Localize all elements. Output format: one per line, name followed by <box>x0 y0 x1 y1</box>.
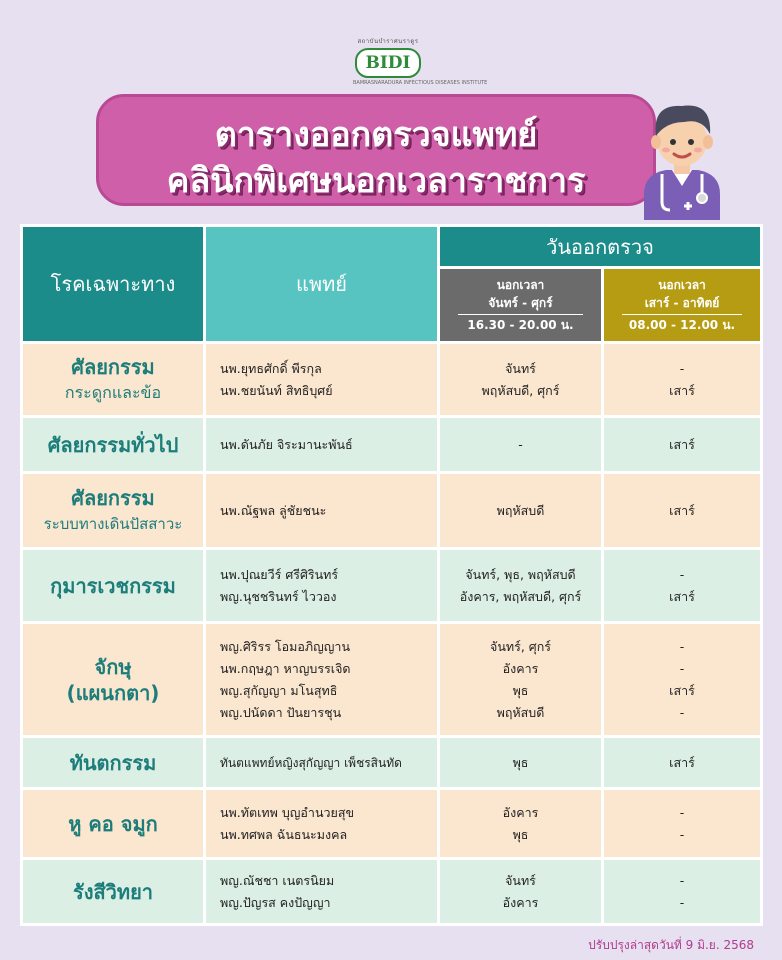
specialty-cell: ศัลยกรรม ระบบทางเดินปัสสาวะ <box>22 473 205 549</box>
logo-bottom-text: BAMRASNARADURA INFECTIOUS DISEASES INSTITUTE <box>353 80 488 86</box>
doctor-cell: นพ.ปุณยวีร์ ศรีศิรินทร์ พญ.นุชชรินทร์ ไววอง <box>205 549 439 623</box>
specialty-cell: กุมารเวชกรรม <box>22 549 205 623</box>
header-weekday-l2: จันทร์ - ศุกร์ <box>488 296 553 310</box>
doctor-cell: พญ.ณัชชา เนตรนิยม พญ.ปัญรส คงปัญญา <box>205 859 439 925</box>
doctor-cell: นพ.ดันภัย จิระมานะพันธ์ <box>205 417 439 473</box>
weekend-cell: เสาร์ <box>603 417 762 473</box>
header-weekday-time: 16.30 - 20.00 น. <box>458 314 583 334</box>
table-row <box>22 417 762 473</box>
header-weekend-l2: เสาร์ - อาทิตย์ <box>644 296 720 310</box>
bidi-logo <box>353 36 488 86</box>
logo-top-text: สถาบันบำราศนราดูร <box>357 38 419 45</box>
header-doctor: แพทย์ <box>205 226 439 343</box>
weekend-cell: เสาร์ <box>603 473 762 549</box>
specialty-cell: ศัลยกรรม กระดูกและข้อ <box>22 343 205 417</box>
weekend-cell: - เสาร์ <box>603 549 762 623</box>
table-row <box>22 549 762 623</box>
header-weekend-l1: นอกเวลา <box>658 278 706 292</box>
table-row <box>22 623 762 737</box>
weekend-cell: - เสาร์ <box>603 343 762 417</box>
title-line-1: ตารางออกตรวจแพทย์ <box>214 115 538 155</box>
header-weekday <box>439 268 603 343</box>
table-row <box>22 737 762 789</box>
weekday-cell: จันทร์, พุธ, พฤหัสบดี อังคาร, พฤหัสบดี, ศุกร์ <box>439 549 603 623</box>
weekend-cell: - - เสาร์ - <box>603 623 762 737</box>
header-weekday-l1: นอกเวลา <box>496 278 545 292</box>
doctor-illustration-icon <box>632 82 732 222</box>
weekend-cell: - - <box>603 789 762 859</box>
title-line-2: คลินิกพิเศษนอกเวลาราชการ <box>166 161 586 201</box>
doctor-cell: นพ.ทัตเทพ บุญอำนวยสุข นพ.ทศพล ฉันธนะมงคล <box>205 789 439 859</box>
weekday-cell: จันทร์, ศุกร์ อังคาร พุธ พฤหัสบดี <box>439 623 603 737</box>
logo-mark: BIDI <box>355 48 421 78</box>
specialty-cell: ทันตกรรม <box>22 737 205 789</box>
specialty-cell: รังสีวิทยา <box>22 859 205 925</box>
header-days: วันออกตรวจ <box>439 226 762 268</box>
doctor-cell: นพ.ยุทธศักดิ์ พีรกุล นพ.ชยนันท์ สิทธิบุศย์ <box>205 343 439 417</box>
doctor-cell: นพ.ณัฐพล ลู่ชัยชนะ <box>205 473 439 549</box>
header-specialty: โรคเฉพาะทาง <box>22 226 205 343</box>
weekday-cell: พุธ <box>439 737 603 789</box>
last-updated-note: ปรับปรุงล่าสุดวันที่ 9 มิ.ย. 2568 <box>588 938 754 952</box>
table-row <box>22 473 762 549</box>
doctor-cell: พญ.ศิริรร โอมอภิญญาน นพ.กฤษฎา หาญบรรเจิด พญ.สุกัญญา มโนสุทธิ พญ.ปนัดดา ปันยารชุน <box>205 623 439 737</box>
table-row <box>22 789 762 859</box>
title-banner <box>96 94 656 206</box>
weekday-cell: - <box>439 417 603 473</box>
weekday-cell: พฤหัสบดี <box>439 473 603 549</box>
header-weekend <box>603 268 762 343</box>
weekday-cell: จันทร์ อังคาร <box>439 859 603 925</box>
table-row <box>22 859 762 925</box>
specialty-cell: หู คอ จมูก <box>22 789 205 859</box>
doctor-cell: ทันตแพทย์หญิงสุกัญญา เพ็ชรสินทัด <box>205 737 439 789</box>
specialty-cell: จักษุ (แผนกตา) <box>22 623 205 737</box>
weekday-cell: จันทร์ พฤหัสบดี, ศุกร์ <box>439 343 603 417</box>
weekend-cell: เสาร์ <box>603 737 762 789</box>
header-weekend-time: 08.00 - 12.00 น. <box>622 314 742 334</box>
weekday-cell: อังคาร พุธ <box>439 789 603 859</box>
schedule-table <box>20 224 763 926</box>
weekend-cell: - - <box>603 859 762 925</box>
table-row <box>22 343 762 417</box>
specialty-cell: ศัลยกรรมทั่วไป <box>22 417 205 473</box>
